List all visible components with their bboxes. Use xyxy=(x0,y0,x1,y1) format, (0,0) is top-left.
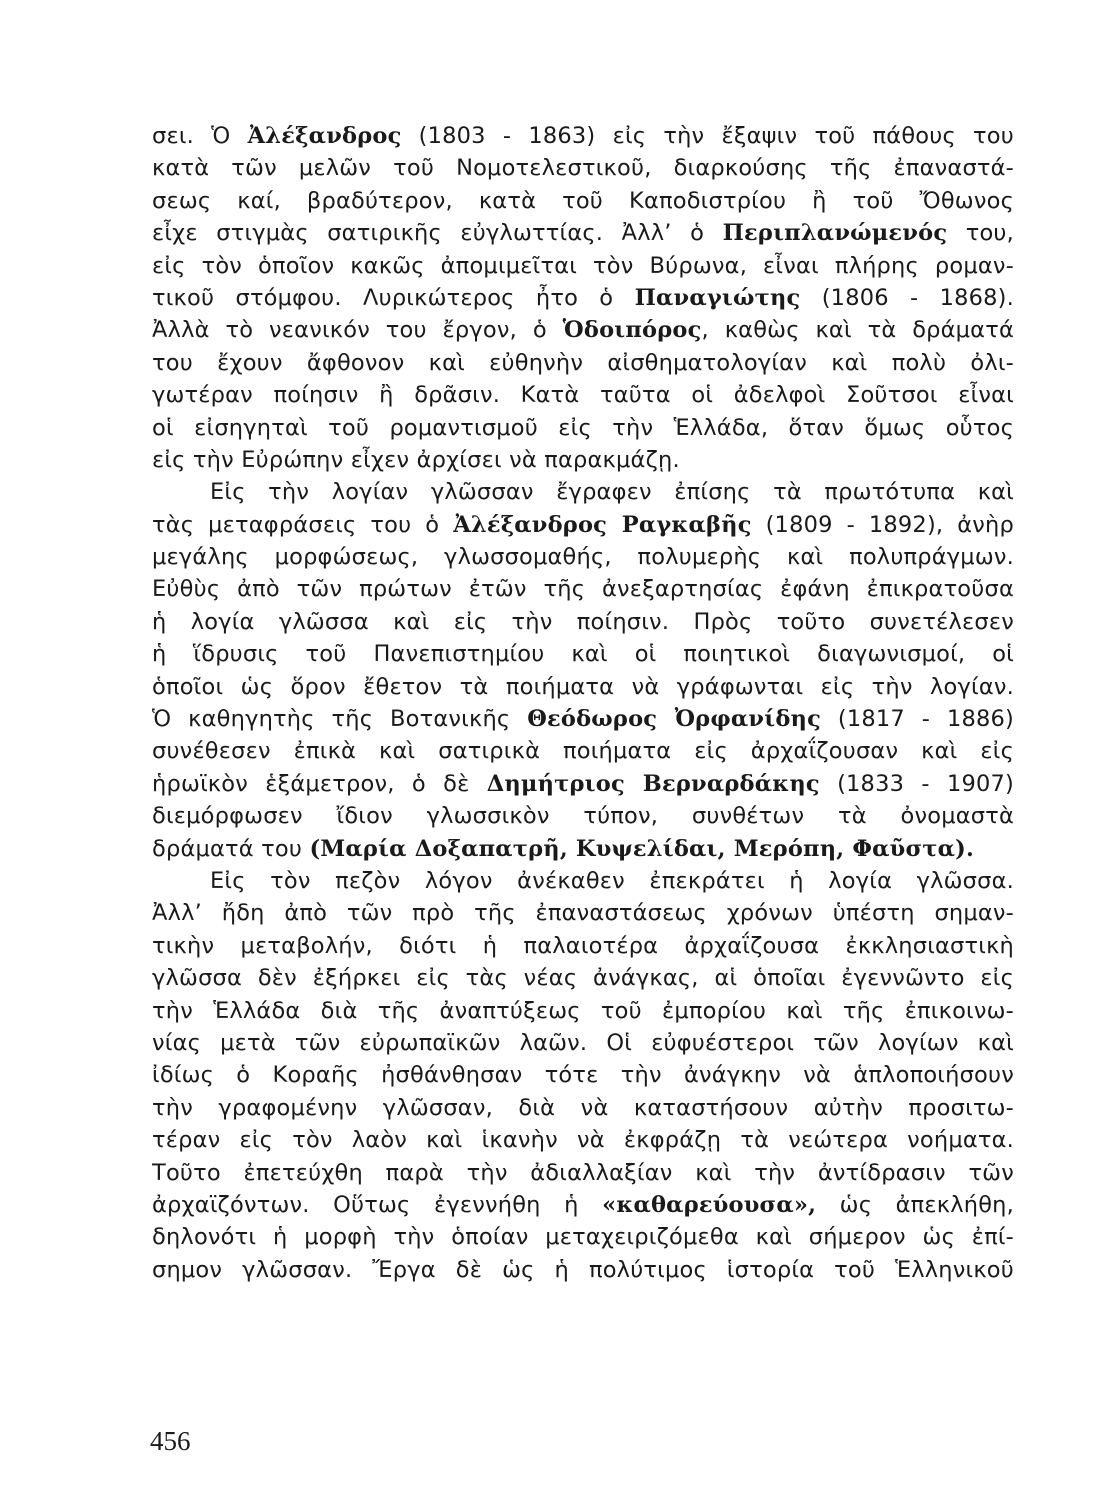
text-line xyxy=(152,250,1014,282)
bold-text: Ὁδοιπόρος xyxy=(562,317,702,344)
text-span: (1809 - 1892), ἀνὴρ xyxy=(751,511,1014,538)
text-line xyxy=(152,412,1014,444)
text-span: οἱ εἰσηγηταὶ τοῦ ρομαντισμοῦ εἰς τὴν Ἑλλάδα, ὅταν ὅμως οὗτος xyxy=(152,414,1014,441)
bold-text: (Μαρία Δοξαπατρῆ, Κυψελίδαι, Μερόπη, Φαῦστα). xyxy=(309,835,974,862)
text-span: σεως καί, βραδύτερον, κατὰ τοῦ Καποδιστρίου ἢ τοῦ Ὄθωνος xyxy=(152,187,1014,214)
text-span: γωτέραν ποίησιν ἢ δρᾶσιν. Κατὰ ταῦτα οἱ ἀδελφοὶ Σοῦτσοι εἶναι xyxy=(152,382,1014,409)
text-span: τικοῦ στόμφου. Λυρικώτερος ἦτο ὁ xyxy=(152,284,635,311)
text-line xyxy=(152,768,1014,800)
page-body xyxy=(152,120,1014,1286)
bold-text: «καθαρεύουσα», xyxy=(602,1191,817,1218)
text-span: δράματά του xyxy=(152,835,310,862)
text-span: ἡ ἵδρυσις τοῦ Πανεπιστημίου καὶ οἱ ποιητικοὶ διαγωνισμοί, οἱ xyxy=(152,641,1014,668)
bold-text: Ἀλέξανδρος Ραγκαβῆς xyxy=(453,511,752,538)
text-span: (1833 - 1907) xyxy=(819,770,1014,797)
text-line xyxy=(152,930,1014,962)
text-line xyxy=(152,1092,1014,1124)
text-line xyxy=(152,314,1014,346)
text-span: Εὐθὺς ἀπὸ τῶν πρώτων ἐτῶν τῆς ἀνεξαρτησίας ἐφάνη ἐπικρατοῦσα xyxy=(152,576,1014,603)
bold-text: Θεόδωρος Ὀρφανίδης xyxy=(527,706,821,733)
text-line xyxy=(152,865,1014,897)
text-line xyxy=(152,833,1014,865)
text-span: Ὁ καθηγητὴς τῆς Βοτανικῆς xyxy=(152,706,528,733)
text-span: τὴν γραφομένην γλῶσσαν, διὰ νὰ καταστήσουν αὐτὴν προσιτω- xyxy=(152,1094,1014,1121)
text-line xyxy=(152,1059,1014,1091)
text-line xyxy=(152,1027,1014,1059)
text-line xyxy=(152,735,1014,767)
bold-text: Παναγιώτης xyxy=(634,284,801,311)
bold-text: Δημήτριος Βερναρδάκης xyxy=(486,770,820,797)
text-span: του, xyxy=(947,220,1014,247)
text-span: ἰδίως ὁ Κοραῆς ἠσθάνθησαν τότε τὴν ἀνάγκην νὰ ἁπλοποιήσουν xyxy=(152,1062,1014,1089)
text-line xyxy=(152,347,1014,379)
text-span: ἀρχαϊζόντων. Οὕτως ἐγεννήθη ἡ xyxy=(152,1191,603,1218)
text-line xyxy=(152,1124,1014,1156)
text-span: εἶχε στιγμὰς σατιρικῆς εὐγλωττίας. Ἀλλ’ ὁ xyxy=(152,220,723,247)
text-line xyxy=(152,962,1014,994)
text-line xyxy=(152,541,1014,573)
text-span: τικὴν μεταβολήν, διότι ἡ παλαιοτέρα ἀρχαΐζουσα ἐκκλησιαστικὴ xyxy=(152,932,1014,959)
text-span: διεμόρφωσεν ἴδιον γλωσσικὸν τύπον, συνθέτων τὰ ὀνομαστὰ xyxy=(152,803,1014,830)
text-span: , καθὼς καὶ τὰ δράματά xyxy=(701,317,1014,344)
text-span: Τοῦτο ἐπετεύχθη παρὰ τὴν ἀδιαλλαξίαν καὶ τὴν ἀντίδρασιν τῶν xyxy=(152,1159,1014,1186)
page-number: 456 xyxy=(150,1426,191,1456)
text-span: συνέθεσεν ἐπικὰ καὶ σατιρικὰ ποιήματα εἰς ἀρχαΐζουσαν καὶ εἰς xyxy=(152,738,1014,765)
text-span: ὁποῖοι ὡς ὅρον ἔθετον τὰ ποιήματα νὰ γράφωνται εἰς τὴν λογίαν. xyxy=(152,673,1014,700)
text-line xyxy=(152,509,1014,541)
text-span: Εἰς τὴν λογίαν γλῶσσαν ἔγραφεν ἐπίσης τὰ πρωτότυπα καὶ xyxy=(210,479,1014,506)
text-line xyxy=(152,379,1014,411)
text-line xyxy=(152,444,1014,476)
text-span: (1806 - 1868). xyxy=(800,284,1014,311)
text-span: τὰς μεταφράσεις του ὁ xyxy=(152,511,454,538)
text-span: εἰς τὴν Εὐρώπην εἶχεν ἀρχίσει νὰ παρακμάζῃ. xyxy=(152,446,680,473)
text-line xyxy=(152,1254,1014,1286)
text-line xyxy=(152,995,1014,1027)
text-span: (1803 - 1863) εἰς τὴν ἔξαψιν τοῦ πάθους του xyxy=(401,123,1014,149)
text-span: σει. Ὁ xyxy=(152,123,248,149)
text-line xyxy=(152,282,1014,314)
text-line xyxy=(152,1221,1014,1253)
text-line xyxy=(152,800,1014,832)
bold-text: Ἀλέξανδρος xyxy=(247,123,402,149)
text-span: Εἰς τὸν πεζὸν λόγον ἀνέκαθεν ἐπεκράτει ἡ λογία γλῶσσα. xyxy=(210,867,1014,894)
text-line xyxy=(152,703,1014,735)
text-span: του ἔχουν ἄφθονον καὶ εὐθηνὴν αἰσθηματολογίαν καὶ πολὺ ὀλι- xyxy=(152,349,1014,376)
text-span: ὡς ἀπεκλήθη, xyxy=(816,1191,1014,1218)
text-line xyxy=(152,120,1014,152)
text-span: κατὰ τῶν μελῶν τοῦ Νομοτελεστικοῦ, διαρκούσης τῆς ἐπαναστά- xyxy=(152,155,1014,182)
text-line xyxy=(152,1189,1014,1221)
text-span: (1817 - 1886) xyxy=(821,706,1014,733)
text-line xyxy=(152,217,1014,249)
text-span: δηλονότι ἡ μορφὴ τὴν ὁποίαν μεταχειριζόμεθα καὶ σήμερον ὡς ἐπί- xyxy=(152,1224,1014,1251)
text-span: γλῶσσα δὲν ἐξήρκει εἰς τὰς νέας ἀνάγκας, αἱ ὁποῖαι ἐγεννῶντο εἰς xyxy=(152,965,1014,992)
text-line xyxy=(152,897,1014,929)
text-line xyxy=(152,1157,1014,1189)
text-span: ἡρωϊκὸν ἑξάμετρον, ὁ δὲ xyxy=(152,770,487,797)
text-span: εἰς τὸν ὁποῖον κακῶς ἀπομιμεῖται τὸν Βύρωνα, εἶναι πλήρης ρομαν- xyxy=(152,252,1014,279)
text-line xyxy=(152,185,1014,217)
text-span: σημον γλῶσσαν. Ἔργα δὲ ὡς ἡ πολύτιμος ἱστορία τοῦ Ἑλληνικοῦ xyxy=(152,1256,1014,1283)
bold-text: Περιπλανώμενός xyxy=(722,220,948,247)
text-span: τέραν εἰς τὸν λαὸν καὶ ἱκανὴν νὰ ἐκφράζῃ τὰ νεώτερα νοήματα. xyxy=(152,1127,1014,1154)
text-span: νίας μετὰ τῶν εὐρωπαϊκῶν λαῶν. Οἱ εὐφυέστεροι τῶν λογίων καὶ xyxy=(152,1029,1014,1056)
text-line xyxy=(152,476,1014,508)
text-line xyxy=(152,638,1014,670)
text-span: Ἀλλ’ ἤδη ἀπὸ τῶν πρὸ τῆς ἐπαναστάσεως χρόνων ὑπέστη σημαν- xyxy=(152,900,1014,927)
text-line xyxy=(152,152,1014,184)
text-line xyxy=(152,606,1014,638)
text-span: μεγάλης μορφώσεως, γλωσσομαθής, πολυμερὴς καὶ πολυπράγμων. xyxy=(152,544,1014,571)
text-line xyxy=(152,573,1014,605)
text-span: ἡ λογία γλῶσσα καὶ εἰς τὴν ποίησιν. Πρὸς τοῦτο συνετέλεσεν xyxy=(152,608,1014,635)
text-span: Ἀλλὰ τὸ νεανικόν του ἔργον, ὁ xyxy=(152,317,563,344)
text-line xyxy=(152,671,1014,703)
text-span: τὴν Ἑλλάδα διὰ τῆς ἀναπτύξεως τοῦ ἐμπορίου καὶ τῆς ἐπικοινω- xyxy=(152,997,1014,1024)
